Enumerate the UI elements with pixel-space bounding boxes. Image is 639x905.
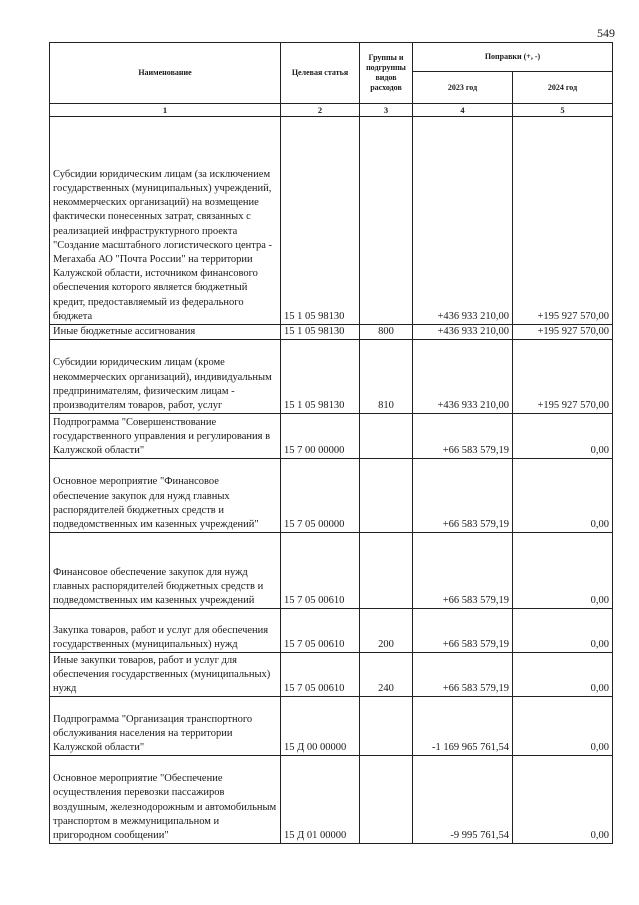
- row-name: Финансовое обеспечение закупок для нужд главных распорядителей бюджетных средств и подведомственных им казенных учреждений: [50, 533, 281, 609]
- row-amount-2024: 0,00: [513, 459, 613, 533]
- row-amount-2023: +436 933 210,00: [413, 340, 513, 414]
- row-amount-2024: 0,00: [513, 697, 613, 756]
- header-year-2023: 2023 год: [413, 72, 513, 104]
- row-amount-2023: +436 933 210,00: [413, 325, 513, 340]
- header-year-2024: 2024 год: [513, 72, 613, 104]
- row-expense-group: [360, 414, 413, 459]
- row-expense-group: 810: [360, 340, 413, 414]
- row-amount-2023: +436 933 210,00: [413, 117, 513, 325]
- row-name: Закупка товаров, работ и услуг для обеспечения государственных (муниципальных) нужд: [50, 609, 281, 653]
- row-amount-2023: +66 583 579,19: [413, 414, 513, 459]
- column-number: 4: [413, 104, 513, 117]
- row-amount-2023: +66 583 579,19: [413, 533, 513, 609]
- table-row: [50, 609, 613, 653]
- row-name: Иные закупки товаров, работ и услуг для обеспечения государственных (муниципальных) нужд: [50, 653, 281, 697]
- row-name: Подпрограмма "Организация транспортного обслуживания населения на территории Калужской области": [50, 697, 281, 756]
- table-row: [50, 340, 613, 414]
- row-expense-group: 240: [360, 653, 413, 697]
- row-target-code: 15 7 05 00000: [281, 459, 360, 533]
- row-expense-group: 200: [360, 609, 413, 653]
- table-row: [50, 459, 613, 533]
- row-target-code: 15 7 05 00610: [281, 653, 360, 697]
- row-name: Основное мероприятие "Обеспечение осуществления перевозки пассажиров воздушным, железнодорожным и автомобильным транспортом в межмуниципальном и пригородном сообщении": [50, 756, 281, 844]
- column-number: 2: [281, 104, 360, 117]
- row-name: Субсидии юридическим лицам (за исключением государственных (муниципальных) учреждений, некоммерческих организаций) на возмещение фактически понесенных затрат, связанных с реализацией инфраструктурного проекта "Создание масштабного логистического центра - Мегахаба АО "Почта России" на территории Калужской области, источником финансового обеспечения которого является бюджетный кредит, предоставляемый из федерального бюджета: [50, 117, 281, 325]
- column-number: 3: [360, 104, 413, 117]
- header-expense-groups: Группы и подгруппы видов расходов: [360, 43, 413, 104]
- row-target-code: 15 1 05 98130: [281, 117, 360, 325]
- table-row: [50, 756, 613, 844]
- row-expense-group: [360, 533, 413, 609]
- table-row: [50, 533, 613, 609]
- row-expense-group: 800: [360, 325, 413, 340]
- row-target-code: 15 7 05 00610: [281, 533, 360, 609]
- row-target-code: 15 1 05 98130: [281, 340, 360, 414]
- row-amount-2024: +195 927 570,00: [513, 325, 613, 340]
- row-target-code: 15 Д 00 00000: [281, 697, 360, 756]
- row-amount-2024: 0,00: [513, 653, 613, 697]
- header-name: Наименование: [50, 43, 281, 104]
- row-target-code: 15 Д 01 00000: [281, 756, 360, 844]
- budget-amendments-table: [49, 42, 613, 844]
- row-amount-2024: +195 927 570,00: [513, 117, 613, 325]
- column-number: 1: [50, 104, 281, 117]
- row-amount-2023: +66 583 579,19: [413, 653, 513, 697]
- header-target-article: Целевая статья: [281, 43, 360, 104]
- table-row: [50, 325, 613, 340]
- row-amount-2023: -1 169 965 761,54: [413, 697, 513, 756]
- row-amount-2024: 0,00: [513, 609, 613, 653]
- row-target-code: 15 7 00 00000: [281, 414, 360, 459]
- table-row: [50, 414, 613, 459]
- row-amount-2024: +195 927 570,00: [513, 340, 613, 414]
- row-amount-2023: +66 583 579,19: [413, 459, 513, 533]
- row-name: Основное мероприятие "Финансовое обеспечение закупок для нужд главных распорядителей бюджетных средств и подведомственных им казенных учреждений": [50, 459, 281, 533]
- column-number: 5: [513, 104, 613, 117]
- row-expense-group: [360, 117, 413, 325]
- row-name: Субсидии юридическим лицам (кроме некоммерческих организаций), индивидуальным предпринимателям, физическим лицам - производителям товаров, работ, услуг: [50, 340, 281, 414]
- row-expense-group: [360, 697, 413, 756]
- row-name: Подпрограмма "Совершенствование государственного управления и регулирования в Калужской области": [50, 414, 281, 459]
- row-amount-2024: 0,00: [513, 533, 613, 609]
- row-amount-2023: -9 995 761,54: [413, 756, 513, 844]
- row-amount-2024: 0,00: [513, 756, 613, 844]
- row-expense-group: [360, 756, 413, 844]
- table-row: [50, 117, 613, 325]
- row-amount-2024: 0,00: [513, 414, 613, 459]
- header-amendments: Поправки (+, -): [413, 43, 613, 72]
- page-number: 549: [597, 26, 615, 40]
- row-amount-2023: +66 583 579,19: [413, 609, 513, 653]
- row-name: Иные бюджетные ассигнования: [50, 325, 281, 340]
- table-row: [50, 653, 613, 697]
- row-target-code: 15 1 05 98130: [281, 325, 360, 340]
- row-expense-group: [360, 459, 413, 533]
- row-target-code: 15 7 05 00610: [281, 609, 360, 653]
- table-row: [50, 697, 613, 756]
